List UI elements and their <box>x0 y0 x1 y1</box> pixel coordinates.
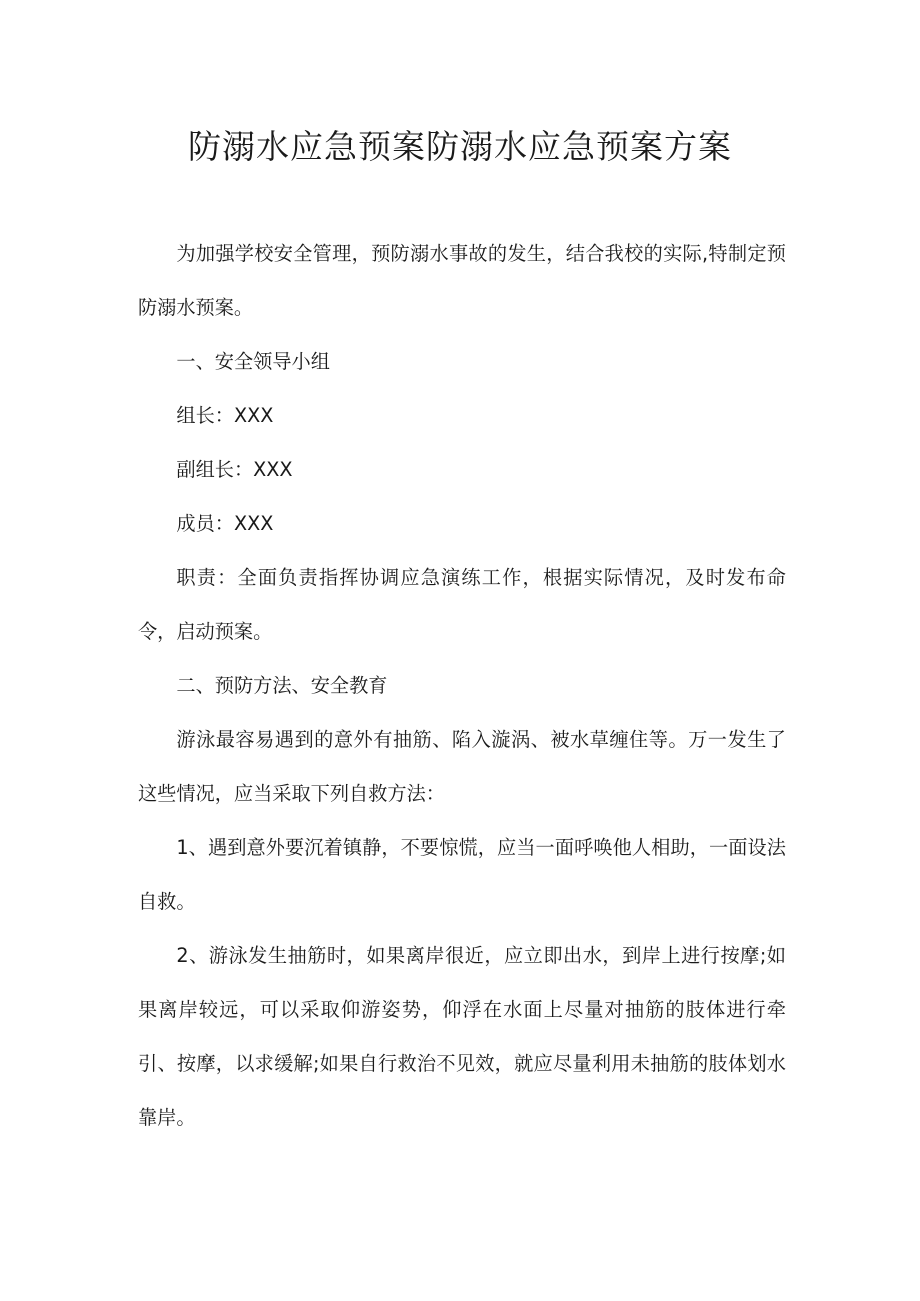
deputy-leader-line: 副组长：XXX <box>176 458 293 481</box>
section-heading-prevention: 二、预防方法、安全教育 <box>176 674 388 697</box>
swimming-accidents-paragraph: 游泳最容易遇到的意外有抽筋、陷入漩涡、被水草缠住等。万一发生了这些情况，应当采取下列自救方法： <box>138 728 786 805</box>
intro-paragraph: 为加强学校安全管理，预防溺水事故的发生，结合我校的实际,特制定预防溺水预案。 <box>138 242 786 319</box>
section-heading-leadership: 一、安全领导小组 <box>176 350 330 373</box>
leader-line: 组长：XXX <box>176 404 274 427</box>
self-rescue-item-1: 1、遇到意外要沉着镇静，不要惊慌，应当一面呼唤他人相助，一面设法自救。 <box>138 836 786 913</box>
document-title: 防溺水应急预案防溺水应急预案方案 <box>188 127 732 166</box>
members-line: 成员：XXX <box>176 512 274 535</box>
self-rescue-item-2: 2、游泳发生抽筋时，如果离岸很近，应立即出水，到岸上进行按摩;如果离岸较远，可以采取仰游姿势，仰浮在水面上尽量对抽筋的肢体进行牵引、按摩，以求缓解;如果自行救治不见效，就应尽量利用未抽筋的肢体划水靠岸。 <box>138 944 786 1129</box>
document-body <box>138 227 786 1145</box>
duties-paragraph: 职责：全面负责指挥协调应急演练工作，根据实际情况，及时发布命令，启动预案。 <box>138 566 786 643</box>
